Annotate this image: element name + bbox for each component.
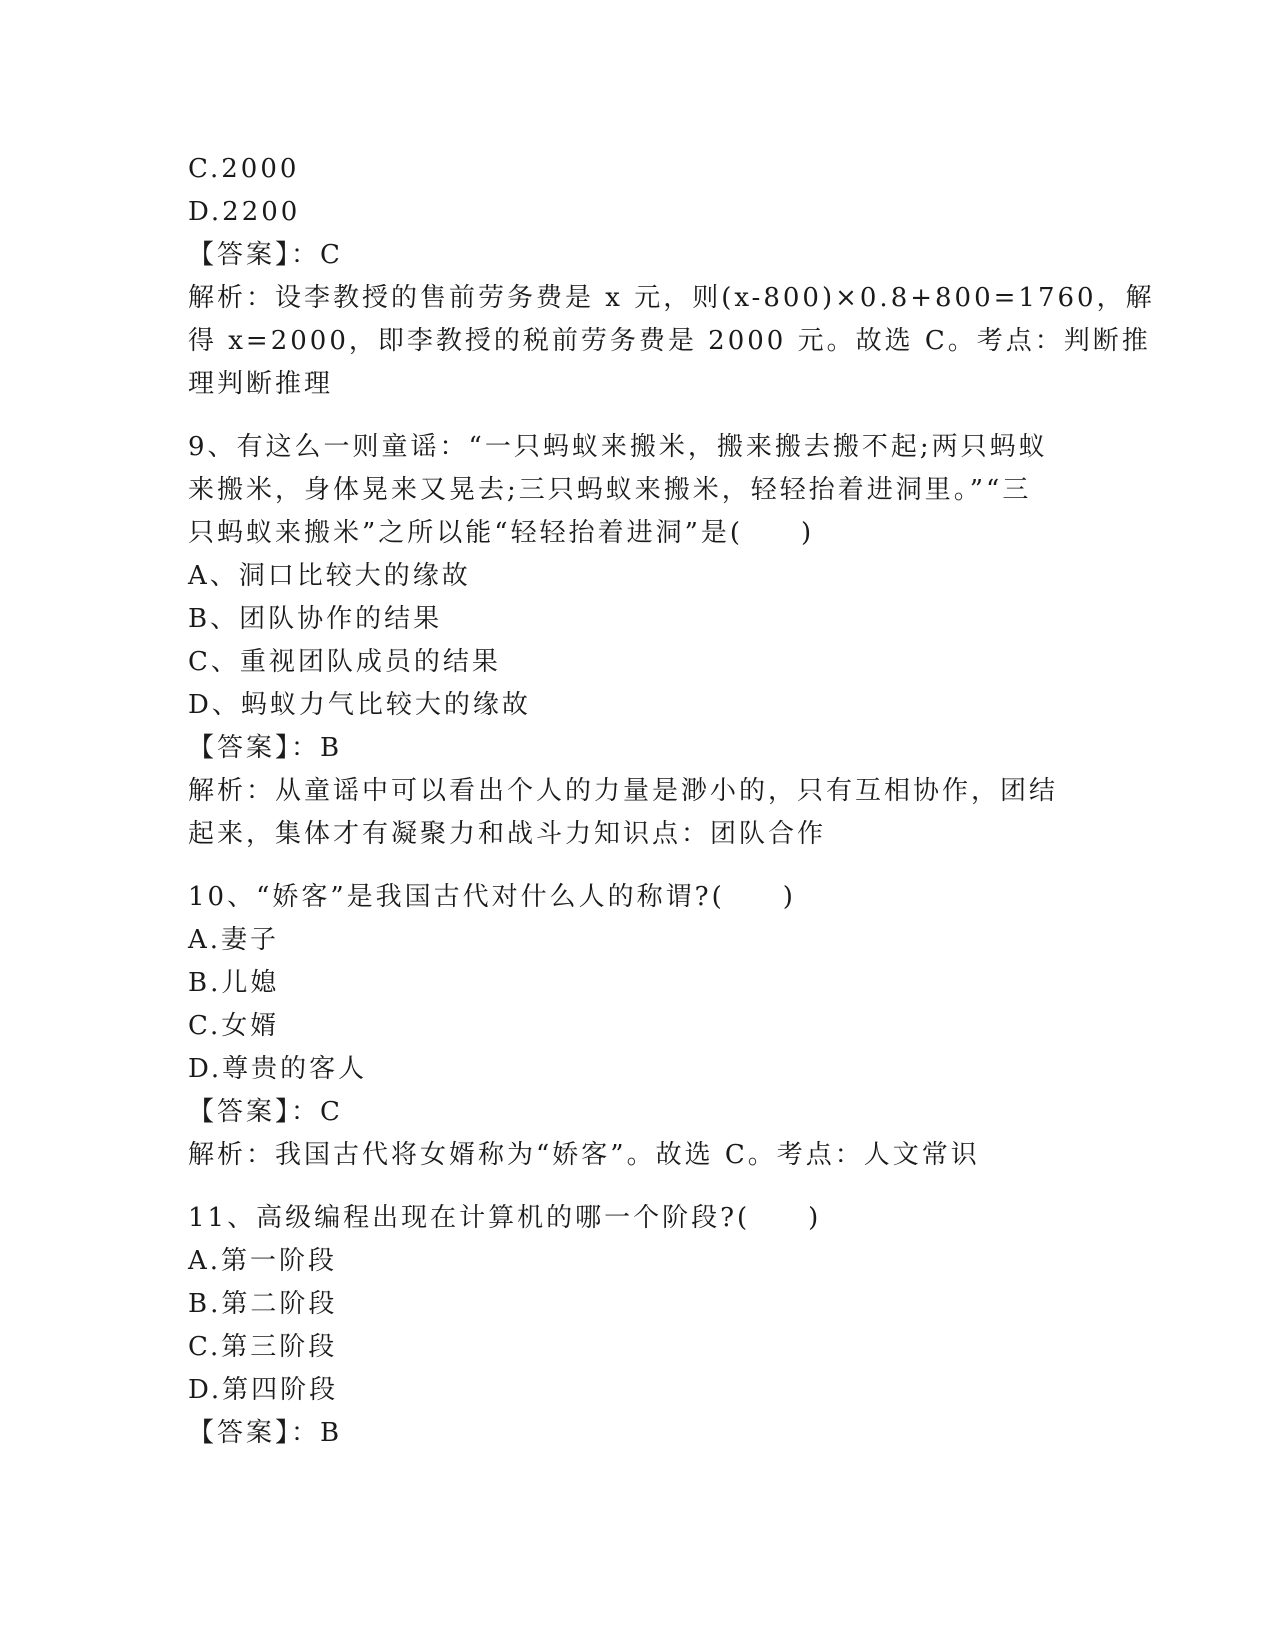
question-stem: 9、有这么一则童谣：“一只蚂蚁来搬米，搬来搬去搬不起;两只蚂蚁	[188, 432, 1048, 462]
question-stem: 只蚂蚁来搬米”之所以能“轻轻抬着进洞”是( )	[188, 518, 815, 548]
question-11	[188, 1197, 1088, 1455]
answer-line: 【答案】：C	[188, 240, 343, 270]
option-b: B、团队协作的结果	[188, 604, 443, 634]
answer-line: 【答案】：C	[188, 1097, 343, 1127]
option-b: B.儿媳	[188, 968, 280, 998]
explanation-line: 解析：从童谣中可以看出个人的力量是渺小的，只有互相协作，团结	[188, 776, 1059, 806]
explanation-line: 解析：设李教授的售前劳务费是 x 元，则(x-800)×0.8+800=1760，解	[188, 283, 1155, 313]
option-d: D.2200	[188, 197, 301, 227]
question-10	[188, 876, 1088, 1177]
explanation-line: 起来，集体才有凝聚力和战斗力知识点：团队合作	[188, 819, 827, 849]
question-stem: 10、“娇客”是我国古代对什么人的称谓?( )	[188, 882, 796, 912]
question-stem: 11、高级编程出现在计算机的哪一个阶段?( )	[188, 1203, 822, 1233]
question-8-tail	[188, 148, 1155, 406]
question-spacer	[188, 406, 1088, 426]
option-d: D.第四阶段	[188, 1375, 339, 1405]
option-a: A.第一阶段	[188, 1246, 338, 1276]
question-9	[188, 426, 1088, 856]
option-b: B.第二阶段	[188, 1289, 338, 1319]
explanation-line: 得 x=2000，即李教授的税前劳务费是 2000 元。故选 C。考点：判断推	[188, 326, 1151, 356]
option-a: A.妻子	[188, 925, 280, 955]
option-c: C.第三阶段	[188, 1332, 338, 1362]
option-a: A、洞口比较大的缘故	[188, 561, 471, 591]
option-c: C.女婿	[188, 1011, 280, 1041]
option-d: D.尊贵的客人	[188, 1054, 368, 1084]
answer-line: 【答案】：B	[188, 1418, 343, 1448]
question-spacer	[188, 856, 1088, 876]
document-content	[188, 148, 1155, 1455]
question-stem: 来搬米，身体晃来又晃去;三只蚂蚁来搬米，轻轻抬着进洞里。”“三	[188, 475, 1032, 505]
option-d: D、蚂蚁力气比较大的缘故	[188, 690, 531, 720]
question-spacer	[188, 1177, 1088, 1197]
answer-line: 【答案】：B	[188, 733, 343, 763]
explanation-line: 理判断推理	[188, 369, 334, 399]
explanation-line: 解析：我国古代将女婿称为“娇客”。故选 C。考点：人文常识	[188, 1140, 980, 1170]
option-c: C.2000	[188, 154, 300, 184]
option-c: C、重视团队成员的结果	[188, 647, 501, 677]
